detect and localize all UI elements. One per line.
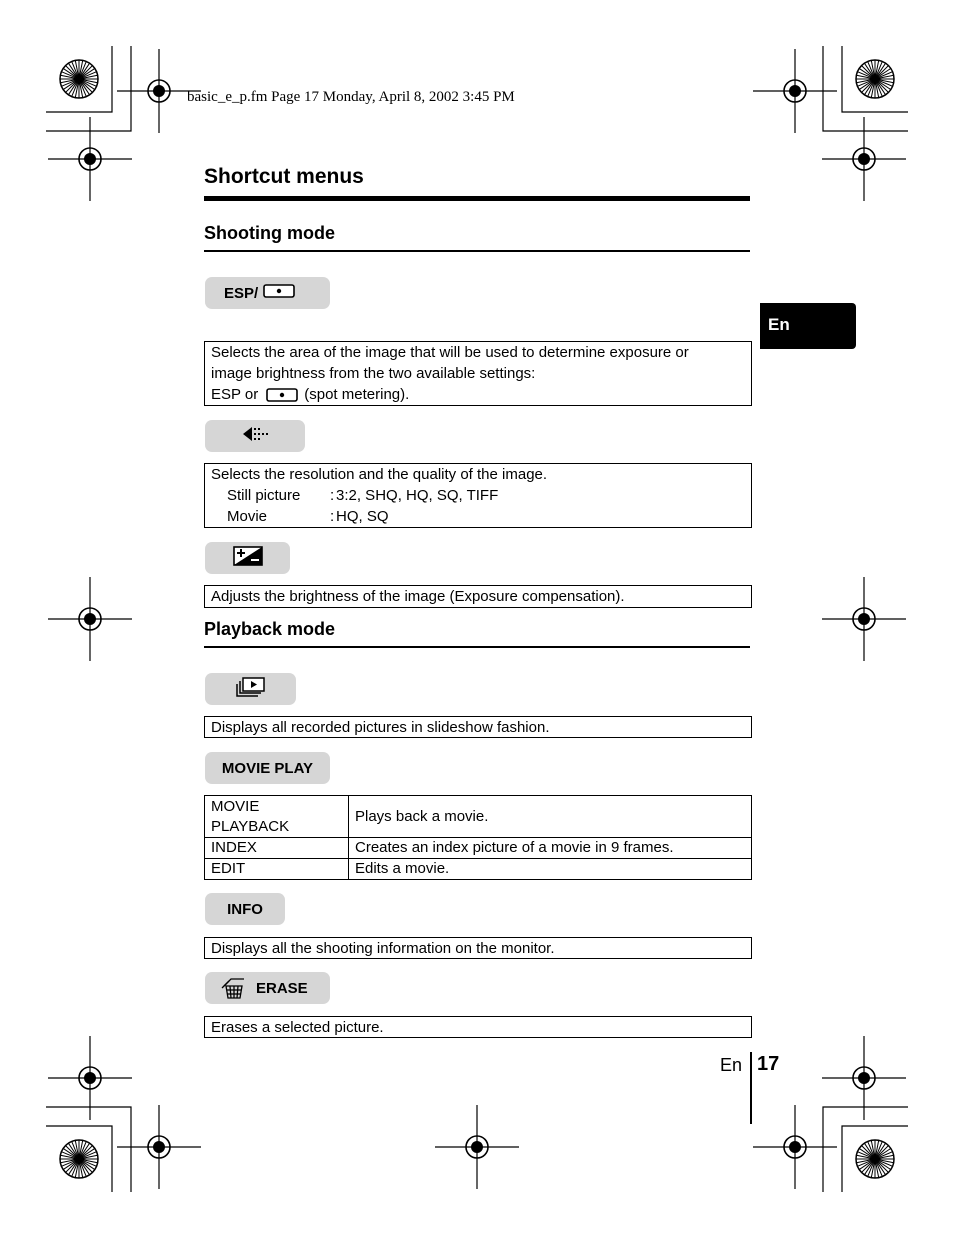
- playback-mode-rule: [204, 646, 750, 648]
- file-info-header: basic_e_p.fm Page 17 Monday, April 8, 2002 3:45 PM: [187, 89, 515, 105]
- title-rule: [204, 196, 750, 201]
- shooting-mode-heading: Shooting mode: [204, 223, 335, 243]
- erase-button[interactable]: [205, 972, 330, 1004]
- playback-mode-heading: Playback mode: [204, 619, 336, 639]
- record-mode-icon: [241, 425, 269, 447]
- table-row: [205, 859, 752, 880]
- info-button[interactable]: INFO: [205, 893, 285, 925]
- language-tab: En: [760, 303, 856, 349]
- esp-label: ESP/: [224, 284, 259, 302]
- page-number: 17: [757, 1053, 780, 1075]
- spot-option-text: (spot metering).: [304, 386, 410, 403]
- colon: :: [330, 487, 335, 504]
- esp-option-text: ESP or: [211, 386, 259, 403]
- movie-play-button[interactable]: MOVIE PLAY: [205, 752, 330, 784]
- info-description: [204, 937, 752, 959]
- slideshow-button[interactable]: [205, 673, 296, 705]
- key-line: PLAYBACK: [211, 817, 290, 835]
- table-cell-key: INDEX: [205, 838, 349, 859]
- esp-desc-line2: image brightness from the two available settings:: [211, 365, 536, 382]
- erase-icon: [220, 976, 246, 1000]
- exposure-description: [204, 585, 752, 608]
- table-row: [205, 796, 752, 838]
- quality-row-movie: [211, 506, 745, 527]
- exposure-compensation-button[interactable]: [205, 542, 290, 574]
- erase-description: [204, 1016, 752, 1038]
- quality-row-label: Movie: [227, 508, 268, 525]
- esp-description: [204, 341, 752, 406]
- footer-language: En: [720, 1055, 743, 1075]
- esp-desc-line1: Selects the area of the image that will be used to determine exposure or: [211, 344, 689, 361]
- key-line: MOVIE: [211, 797, 260, 815]
- spot-metering-icon: [266, 387, 298, 403]
- table-cell-key: EDIT: [205, 859, 349, 880]
- quality-desc-line: Selects the resolution and the quality of the image.: [211, 466, 548, 483]
- table-cell-value: Edits a movie.: [349, 859, 752, 880]
- quality-description: [204, 463, 752, 528]
- quality-row-value: 3:2, SHQ, HQ, SQ, TIFF: [336, 487, 499, 504]
- exposure-desc-line: Adjusts the brightness of the image (Exposure compensation).: [211, 588, 625, 605]
- movie-play-table: [204, 795, 752, 880]
- colon: :: [330, 508, 335, 525]
- erase-desc-line: Erases a selected picture.: [211, 1019, 384, 1036]
- shooting-mode-rule: [204, 250, 750, 252]
- erase-label: ERASE: [256, 979, 308, 997]
- quality-row-still: [211, 485, 745, 506]
- slideshow-icon: [236, 677, 266, 701]
- esp-spot-button[interactable]: [205, 277, 330, 309]
- slideshow-description: [204, 716, 752, 738]
- spot-metering-icon: [263, 283, 295, 303]
- table-row: [205, 838, 752, 859]
- info-desc-line: Displays all the shooting information on the monitor.: [211, 940, 555, 957]
- quality-row-value: HQ, SQ: [336, 508, 389, 525]
- table-cell-value: Plays back a movie.: [349, 796, 752, 838]
- record-mode-button[interactable]: [205, 420, 305, 452]
- footer-divider: [750, 1052, 752, 1124]
- table-cell-value: Creates an index picture of a movie in 9 frames.: [349, 838, 752, 859]
- page-title: Shortcut menus: [204, 165, 364, 188]
- exposure-compensation-icon: [233, 546, 263, 570]
- slideshow-desc-line: Displays all recorded pictures in slideshow fashion.: [211, 719, 550, 736]
- table-cell-key: [205, 796, 349, 838]
- esp-desc-line3: [211, 384, 745, 405]
- quality-row-label: Still picture: [227, 487, 301, 504]
